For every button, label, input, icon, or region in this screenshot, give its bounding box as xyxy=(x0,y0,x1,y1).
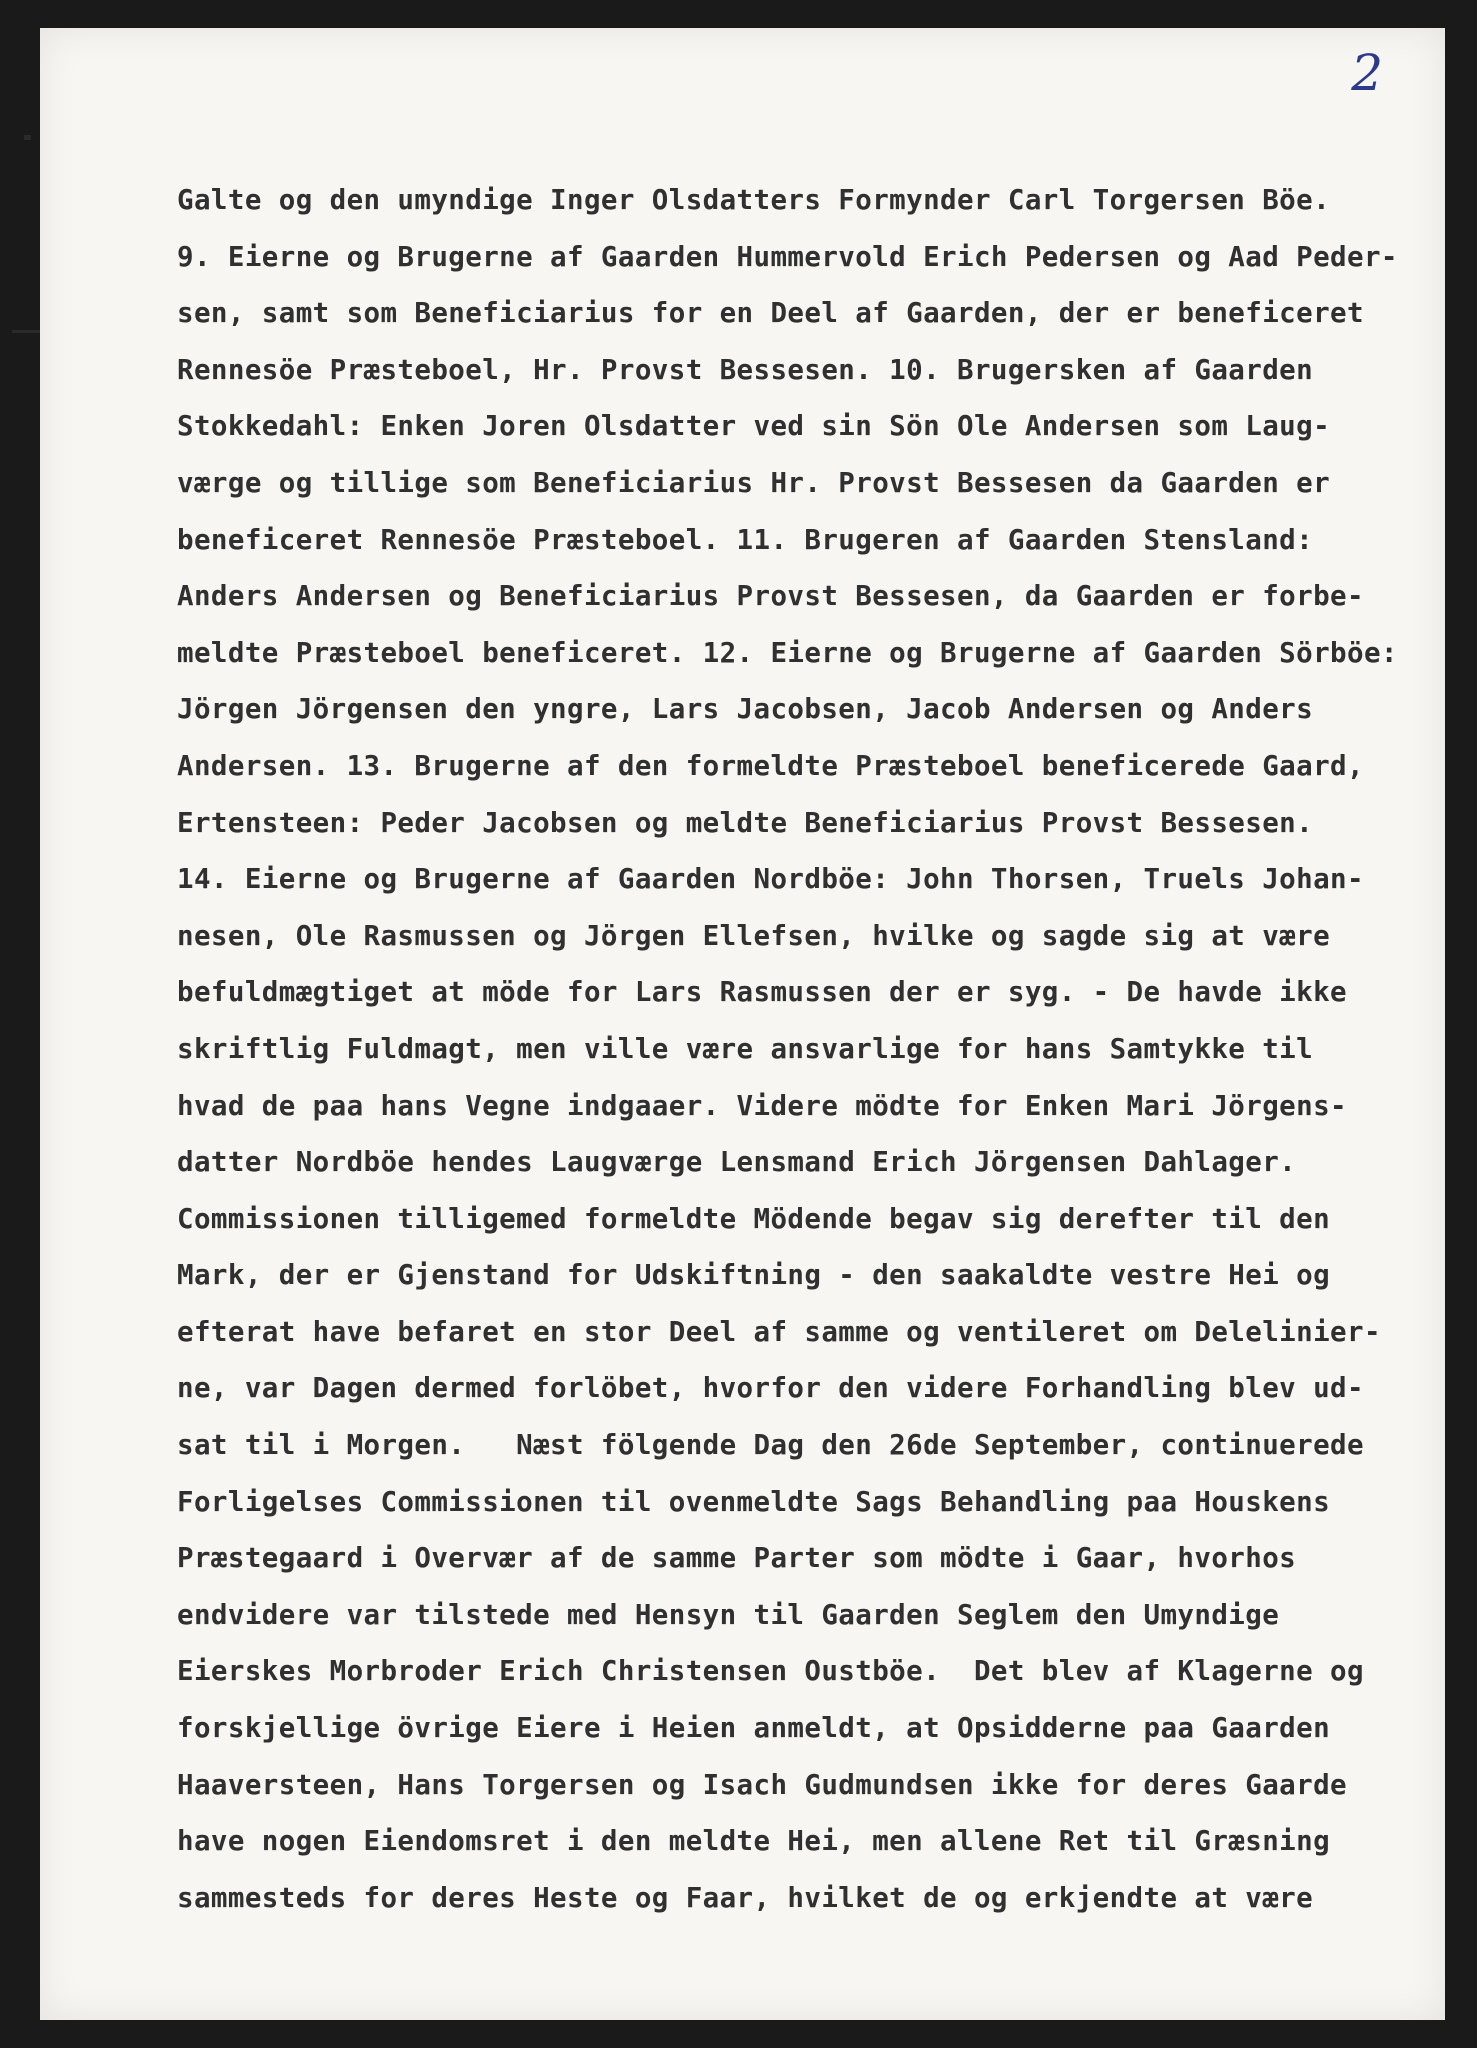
text-line: Forligelses Commissionen til ovenmeldte Sags Behandling paa Houskens xyxy=(177,1485,1331,1518)
text-line: forskjellige övrige Eiere i Heien anmeldt, at Opsidderne paa Gaarden xyxy=(177,1712,1331,1745)
document-body xyxy=(177,172,1407,1926)
text-line: sammesteds for deres Heste og Faar, hvilket de og erkjendte at være xyxy=(177,1881,1314,1914)
text-line: Mark, der er Gjenstand for Udskiftning - den saakaldte vestre Hei og xyxy=(177,1259,1331,1292)
text-line: sen, samt som Beneficiarius for en Deel af Gaarden, der er beneficeret xyxy=(177,297,1364,330)
text-line: have nogen Eiendomsret i den meldte Hei, men allene Ret til Græsning xyxy=(177,1825,1331,1858)
text-line: Andersen. 13. Brugerne af den formeldte Præsteboel beneficerede Gaard, xyxy=(177,749,1364,782)
text-line: endvidere var tilstede med Hensyn til Gaarden Seglem den Umyndige xyxy=(177,1598,1280,1631)
text-line: 9. Eierne og Brugerne af Gaarden Hummervold Erich Pedersen og Aad Peder- xyxy=(177,240,1398,273)
margin-mark xyxy=(24,135,31,140)
text-line: ne, var Dagen dermed forlöbet, hvorfor den videre Forhandling blev ud- xyxy=(177,1372,1364,1405)
text-line: Præstegaard i Overvær af de samme Parter som mödte i Gaar, hvorhos xyxy=(177,1542,1297,1575)
text-line: værge og tillige som Beneficiarius Hr. Provst Bessesen da Gaarden er xyxy=(177,466,1331,499)
text-line: sat til i Morgen. Næst fölgende Dag den 26de September, continuerede xyxy=(177,1429,1364,1462)
page-number: 2 xyxy=(1351,44,1383,102)
text-line: meldte Præsteboel beneficeret. 12. Eierne og Brugerne af Gaarden Sörböe: xyxy=(177,636,1398,669)
text-line: befuldmægtiget at möde for Lars Rasmussen der er syg. - De havde ikke xyxy=(177,976,1347,1009)
text-line: Eierskes Morbroder Erich Christensen Oustböe. Det blev af Klagerne og xyxy=(177,1655,1364,1688)
text-line: Anders Andersen og Beneficiarius Provst Bessesen, da Gaarden er forbe- xyxy=(177,580,1364,613)
text-line: skriftlig Fuldmagt, men ville være ansvarlige for hans Samtykke til xyxy=(177,1032,1314,1065)
text-line: beneficeret Rennesöe Præsteboel. 11. Brugeren af Gaarden Stensland: xyxy=(177,523,1314,556)
text-line: Rennesöe Præsteboel, Hr. Provst Bessesen. 10. Brugersken af Gaarden xyxy=(177,353,1314,386)
text-line: Haaversteen, Hans Torgersen og Isach Gudmundsen ikke for deres Gaarde xyxy=(177,1768,1347,1801)
text-line: Stokkedahl: Enken Joren Olsdatter ved sin Sön Ole Andersen som Laug- xyxy=(177,410,1331,443)
text-line: hvad de paa hans Vegne indgaaer. Videre mödte for Enken Mari Jörgens- xyxy=(177,1089,1347,1122)
text-line: Ertensteen: Peder Jacobsen og meldte Beneficiarius Provst Bessesen. xyxy=(177,806,1314,839)
text-line: datter Nordböe hendes Laugværge Lensmand Erich Jörgensen Dahlager. xyxy=(177,1146,1297,1179)
text-line: efterat have befaret en stor Deel af samme og ventileret om Delelinier- xyxy=(177,1315,1381,1348)
text-line: Jörgen Jörgensen den yngre, Lars Jacobsen, Jacob Andersen og Anders xyxy=(177,693,1314,726)
text-line: Commissionen tilligemed formeldte Mödende begav sig derefter til den xyxy=(177,1202,1331,1235)
text-line: 14. Eierne og Brugerne af Gaarden Nordböe: John Thorsen, Truels Johan- xyxy=(177,863,1364,896)
text-line: Galte og den umyndige Inger Olsdatters Formynder Carl Torgersen Böe. xyxy=(177,184,1331,216)
text-line: nesen, Ole Rasmussen og Jörgen Ellefsen, hvilke og sagde sig at være xyxy=(177,919,1331,952)
